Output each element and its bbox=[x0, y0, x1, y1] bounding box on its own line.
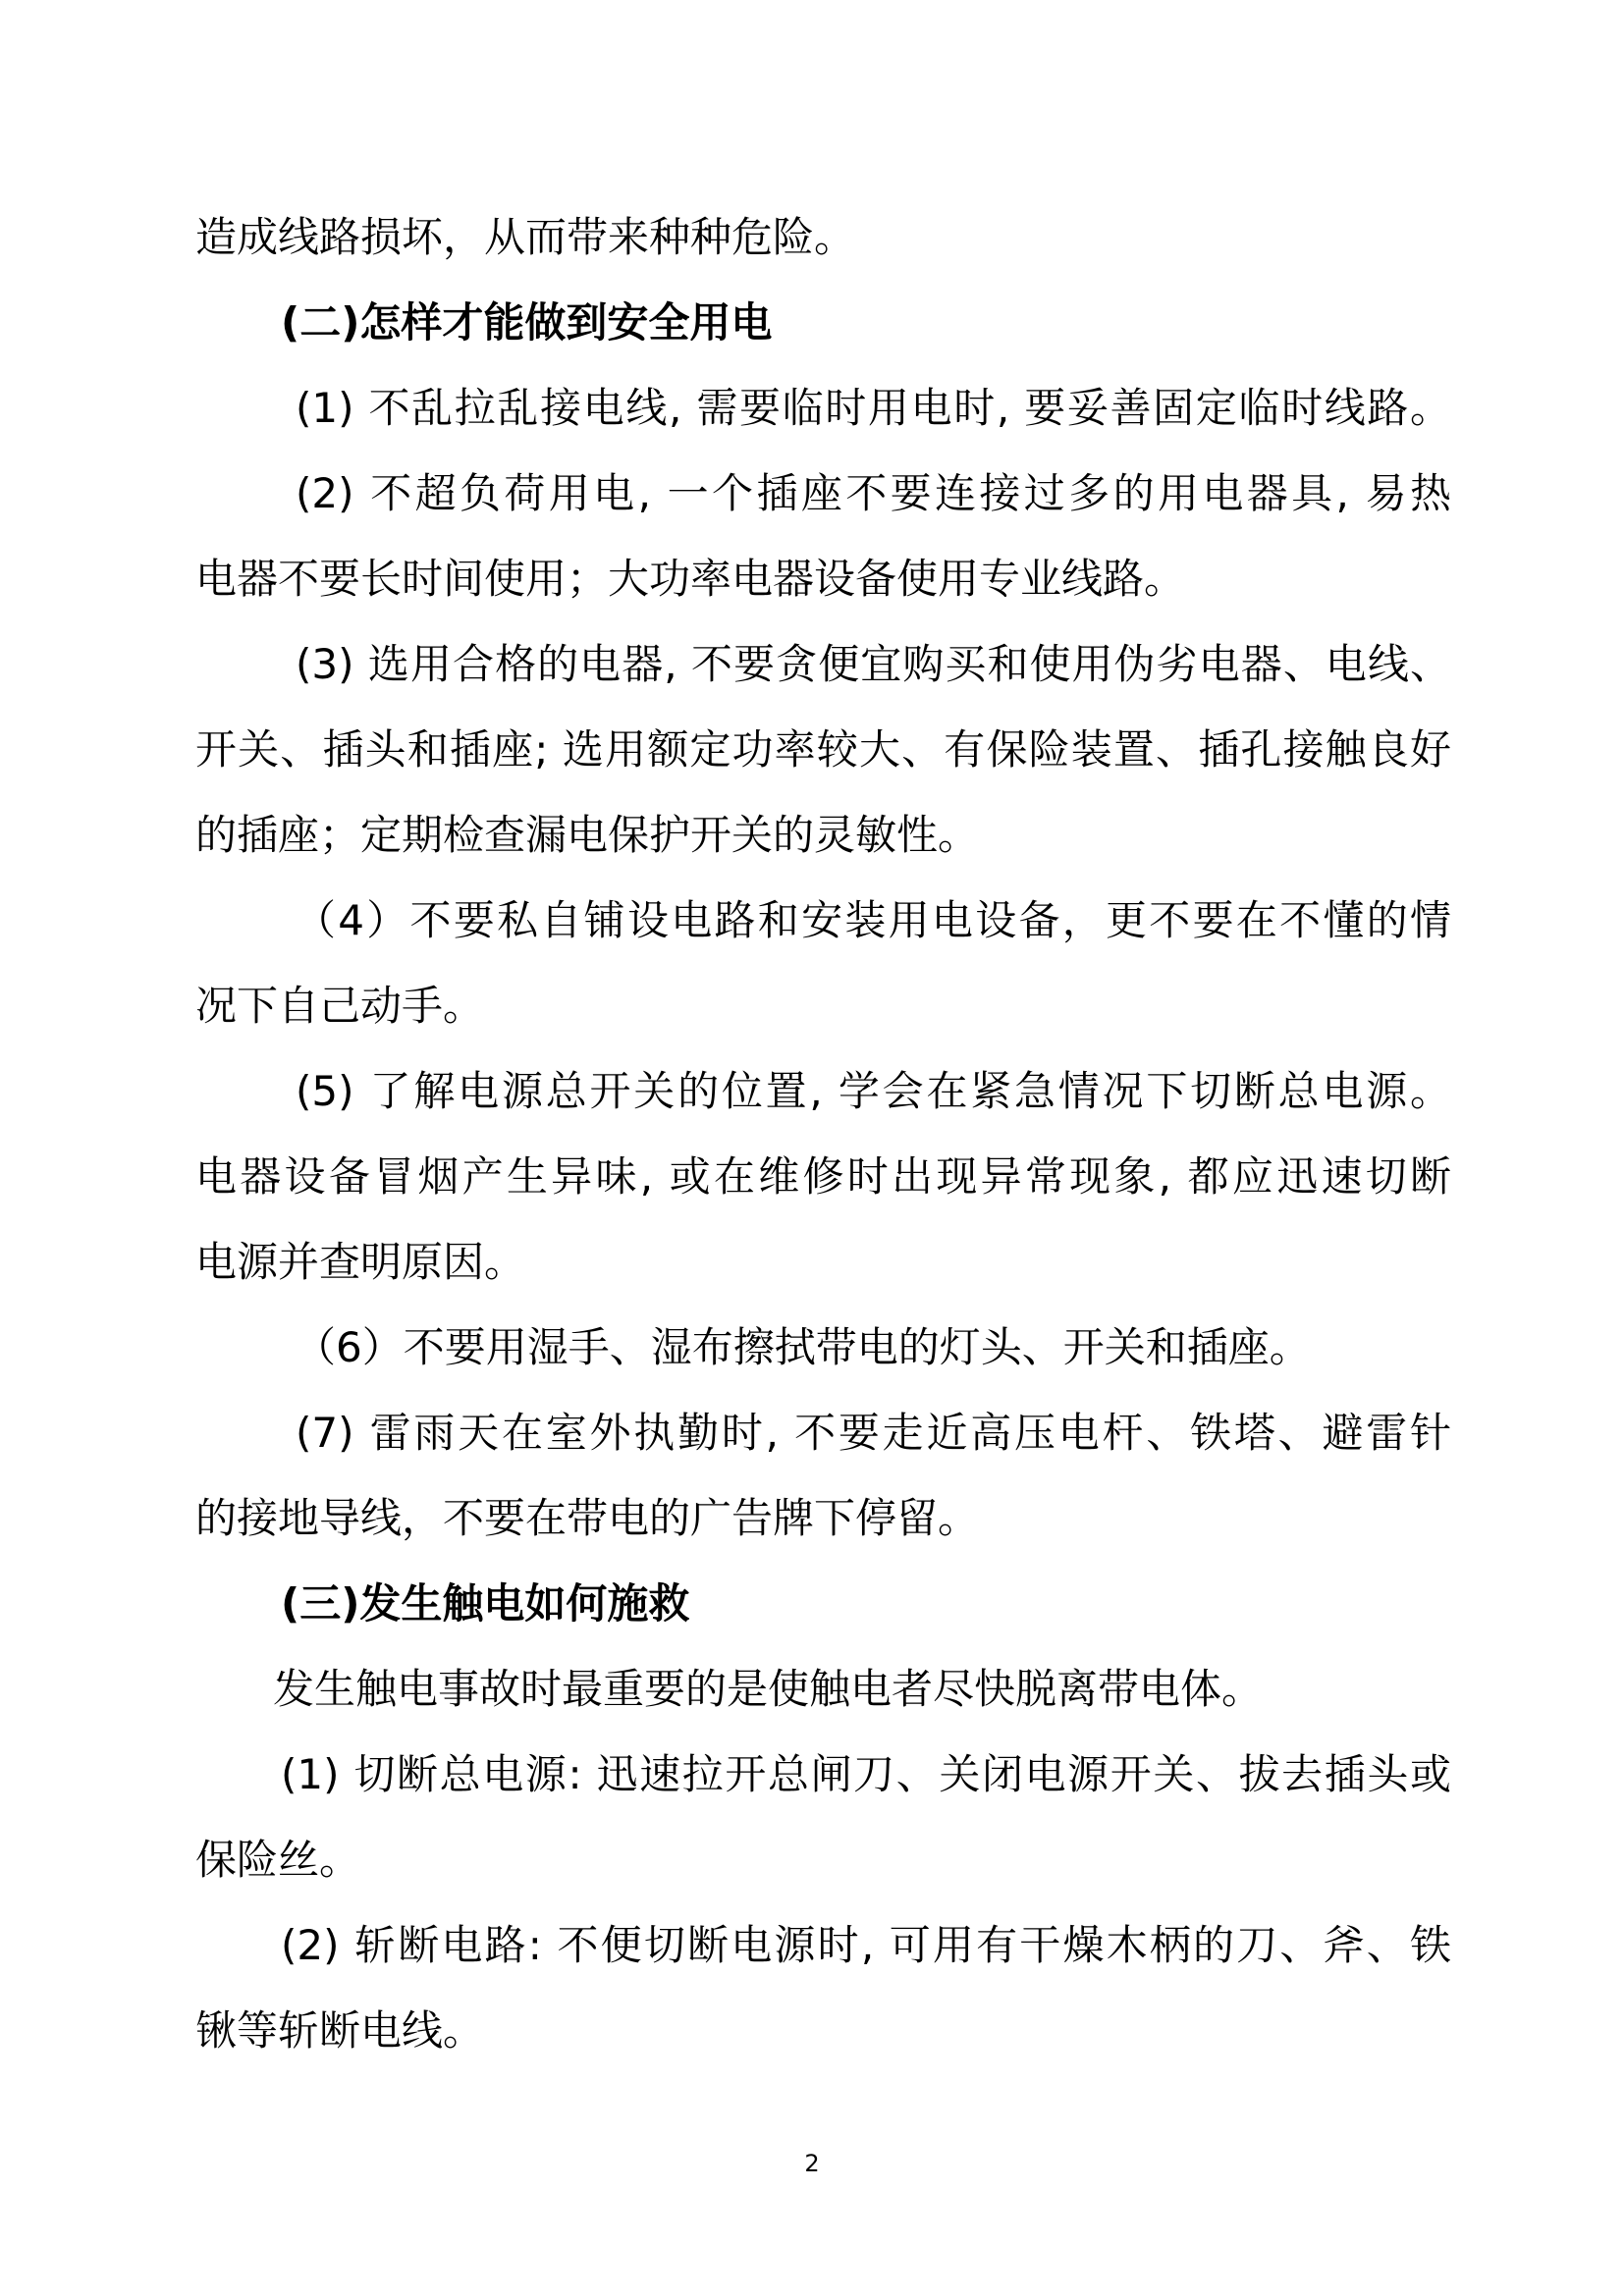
paragraph-line: 的接地导线，不要在带电的广告牌下停留。 bbox=[195, 1494, 980, 1542]
paragraph-line: （6）不要用湿手、湿布擦拭带电的灯头、开关和插座。 bbox=[295, 1323, 1311, 1371]
page-number: 2 bbox=[804, 2150, 820, 2177]
paragraph-line: 锹等斩断电线。 bbox=[195, 2006, 485, 2055]
paragraph-line: 电器设备冒烟产生异味, 或在维修时出现异常现象, 都应迅速切断 bbox=[195, 1152, 1451, 1201]
paragraph-line: (2) 不超负荷用电, 一个插座不要连接过多的用电器具, 易热 bbox=[296, 469, 1451, 517]
section-heading: (三)发生触电如何施救 bbox=[281, 1579, 690, 1628]
paragraph-line: 发生触电事故时最重要的是使触电者尽快脱离带电体。 bbox=[273, 1665, 1264, 1713]
paragraph-line: 的插座；定期检查漏电保护开关的灵敏性。 bbox=[195, 811, 980, 859]
paragraph-line: 开关、插头和插座; 选用额定功率较大、有保险装置、插孔接触良好 bbox=[195, 725, 1451, 774]
paragraph-line: 况下自己动手。 bbox=[195, 982, 485, 1030]
paragraph-line: （4）不要私自铺设电路和安装用电设备，更不要在不懂的情 bbox=[295, 896, 1451, 944]
paragraph-line: (1) 不乱拉乱接电线, 需要临时用电时, 要妥善固定临时线路。 bbox=[296, 384, 1451, 432]
section-heading: (二)怎样才能做到安全用电 bbox=[281, 298, 773, 347]
paragraph-line: (1) 切断总电源: 迅速拉开总闸刀、关闭电源开关、拔去插头或 bbox=[281, 1750, 1451, 1798]
paragraph-line: (3) 选用合格的电器, 不要贪便宜购买和使用伪劣电器、电线、 bbox=[296, 640, 1451, 688]
paragraph-line: (2) 斩断电路: 不便切断电源时, 可用有干燥木柄的刀、斧、铁 bbox=[281, 1921, 1451, 1969]
paragraph-line: 电器不要长时间使用；大功率电器设备使用专业线路。 bbox=[195, 555, 1186, 603]
paragraph-line: 电源并查明原因。 bbox=[195, 1238, 526, 1286]
paragraph-line: 保险丝。 bbox=[195, 1836, 361, 1884]
paragraph-line: (7) 雷雨天在室外执勤时, 不要走近高压电杆、铁塔、避雷针 bbox=[296, 1409, 1451, 1457]
paragraph-line: 造成线路损坏，从而带来种种危险。 bbox=[195, 213, 856, 261]
paragraph-line: (5) 了解电源总开关的位置, 学会在紧急情况下切断总电源。 bbox=[296, 1067, 1451, 1115]
